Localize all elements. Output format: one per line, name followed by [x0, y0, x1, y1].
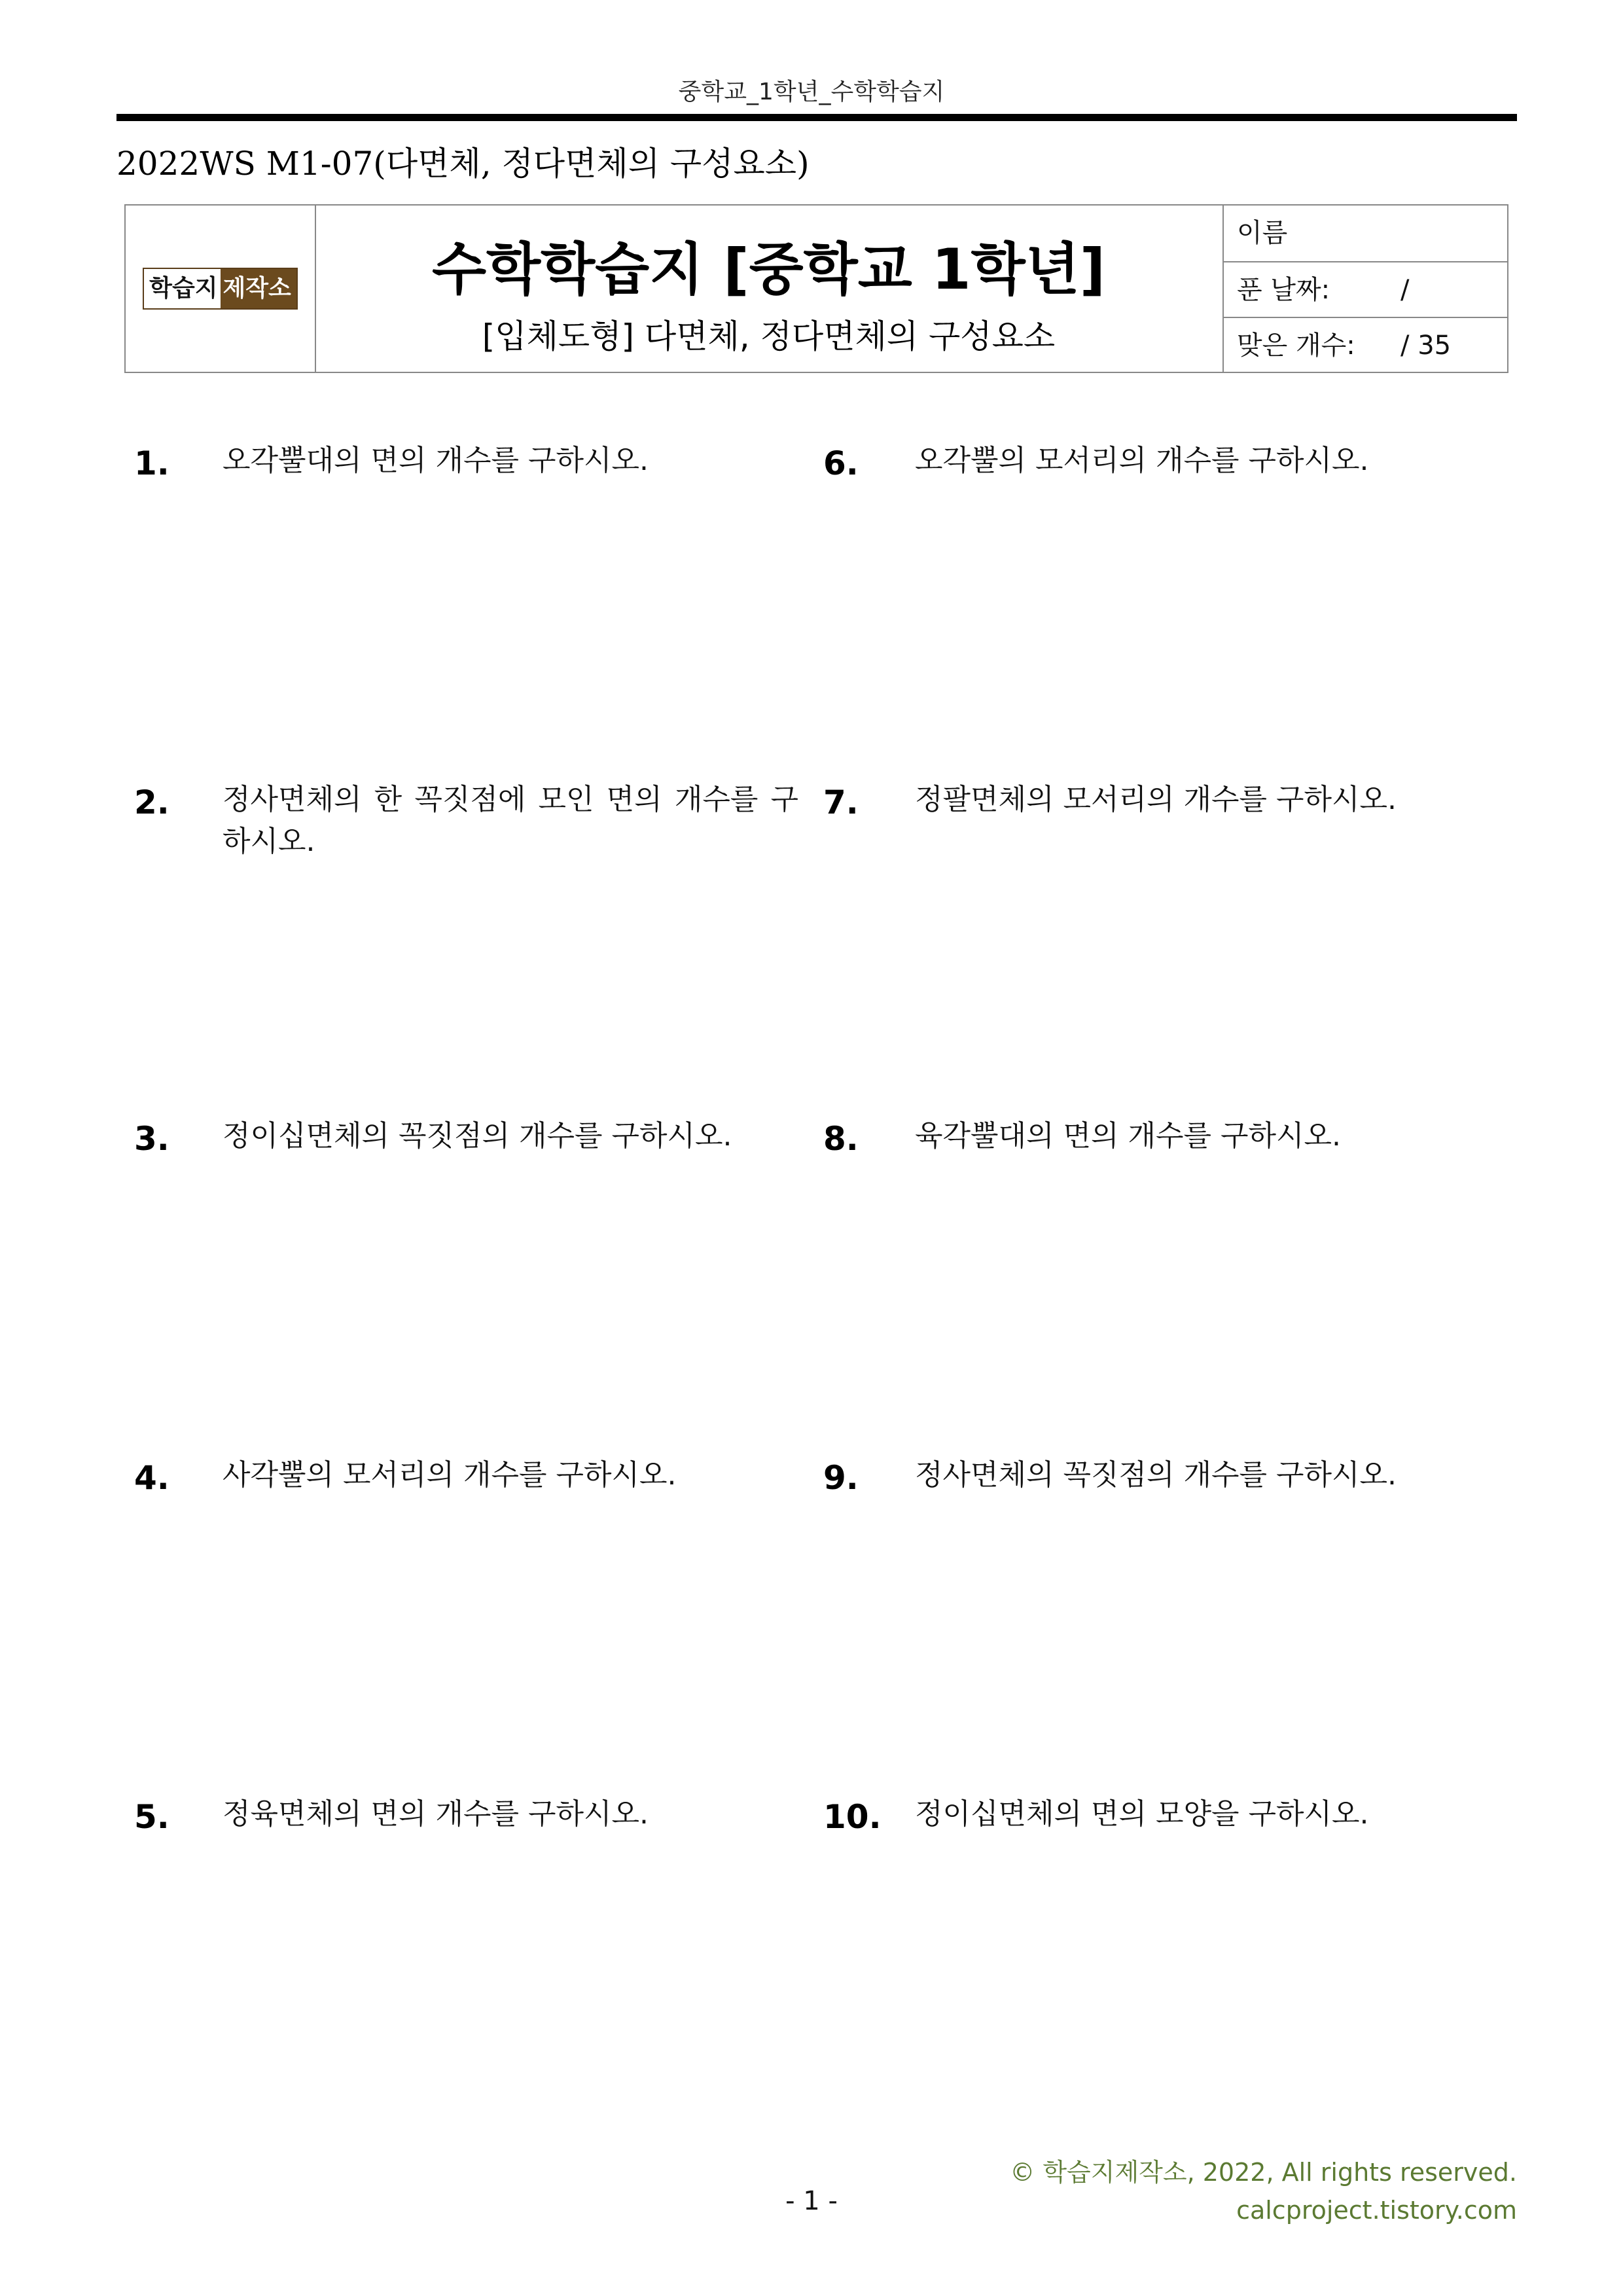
question-text: 사각뿔의 모서리의 개수를 구하시오. — [223, 1458, 677, 1492]
question-number: 2. — [134, 783, 169, 821]
date-label: 푼 날짜: — [1237, 275, 1330, 305]
info-cell — [1222, 206, 1508, 372]
score-label: 맞은 개수: — [1237, 331, 1355, 361]
logo-text-part2: 제작소 — [221, 269, 296, 308]
document-code: 2022WS M1-07(다면체, 정다면체의 구성요소) — [116, 145, 810, 183]
question-number: 8. — [823, 1120, 859, 1158]
worksheet-title: 수학학습지 [중학교 1학년] — [431, 237, 1106, 302]
question-text: 오각뿔의 모서리의 개수를 구하시오. — [915, 444, 1369, 477]
copyright-line: © 학습지제작소, 2022, All rights reserved. — [1010, 2158, 1517, 2187]
question-text: 육각뿔대의 면의 개수를 구하시오. — [915, 1119, 1341, 1153]
question-text: 정사면체의 꼭짓점의 개수를 구하시오. — [915, 1458, 1397, 1492]
question-number: 7. — [823, 783, 859, 821]
name-field[interactable] — [1224, 206, 1508, 261]
question-text: 오각뿔대의 면의 개수를 구하시오. — [223, 444, 649, 477]
page-number: - 1 - — [785, 2186, 838, 2216]
logo-cell — [126, 206, 316, 372]
title-table — [124, 204, 1508, 373]
question-number: 6. — [823, 444, 859, 482]
title-cell — [315, 206, 1222, 372]
top-rule — [116, 114, 1517, 121]
question-number: 5. — [134, 1798, 169, 1836]
question-number: 4. — [134, 1459, 169, 1497]
date-separator: / — [1400, 275, 1410, 305]
question-number: 10. — [823, 1798, 882, 1836]
question-number: 3. — [134, 1120, 169, 1158]
question-text: 정팔면체의 모서리의 개수를 구하시오. — [915, 783, 1397, 816]
question-text: 정육면체의 면의 개수를 구하시오. — [223, 1797, 649, 1831]
question-number: 1. — [134, 444, 169, 482]
score-field[interactable] — [1224, 317, 1508, 372]
score-total: / 35 — [1400, 331, 1452, 361]
question-text: 정사면체의 한 꼭짓점에 모인 면의 개수를 구하시오. — [223, 783, 798, 858]
date-field[interactable] — [1224, 261, 1508, 317]
running-header: 중학교_1학년_수학학습지 — [678, 79, 945, 105]
website-link[interactable]: calcproject.tistory.com — [1236, 2196, 1517, 2225]
question-number: 9. — [823, 1459, 859, 1497]
logo-text-part1: 학습지 — [144, 269, 220, 308]
question-text: 정이십면체의 면의 모양을 구하시오. — [915, 1797, 1369, 1831]
logo — [143, 268, 298, 310]
question-text: 정이십면체의 꼭짓점의 개수를 구하시오. — [223, 1119, 732, 1153]
worksheet-subtitle: [입체도형] 다면체, 정다면체의 구성요소 — [482, 317, 1056, 355]
name-label: 이름 — [1237, 218, 1288, 248]
